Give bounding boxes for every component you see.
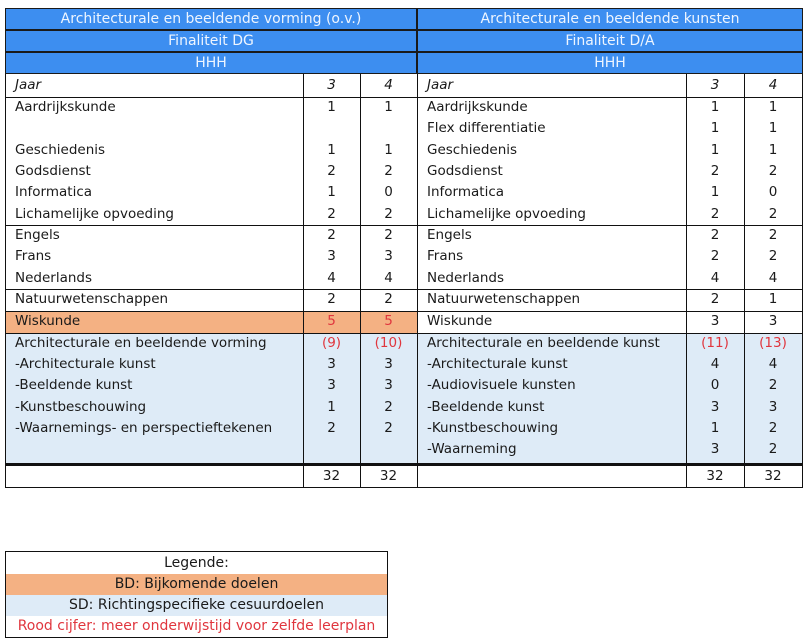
left-hours-y4: 1 (384, 141, 393, 158)
left-hours-y4: 2 (384, 420, 393, 437)
left-subject: -Beeldende kunst (15, 377, 133, 394)
right-header-title: Architecturale en beeldende kunsten (417, 8, 803, 30)
left-header-code: HHH (5, 52, 417, 74)
left-hours-y4: 2 (384, 205, 393, 222)
left-total-y3: 32 (322, 468, 341, 484)
right-hours-y3: 1 (710, 420, 720, 437)
left-subject: Godsdienst (15, 163, 91, 180)
right-hours-y4: 2 (768, 377, 778, 394)
left-hours-y4 (360, 118, 417, 139)
right-hours-y3: 3 (710, 398, 720, 415)
right-hours-y4: 4 (768, 269, 778, 286)
right-year-3: 3 (710, 77, 720, 93)
left-hours-y4: 3 (384, 248, 393, 265)
right-hours-y3: 3 (710, 441, 720, 458)
left-subject: Wiskunde (15, 313, 81, 330)
right-header-finality: Finaliteit D/A (417, 30, 803, 52)
left-hours-y4: 3 (384, 377, 393, 394)
h-rule (417, 289, 803, 290)
right-subject: -Beeldende kunst (427, 398, 545, 415)
right-subject: Frans (427, 248, 464, 265)
right-hours-y4: 2 (768, 248, 778, 265)
left-hours-y3: (9) (321, 334, 342, 351)
h-rule (417, 311, 803, 312)
right-subject: Natuurwetenschappen (427, 291, 581, 308)
left-year-3: 3 (327, 77, 336, 93)
left-subject: Geschiedenis (15, 141, 106, 158)
right-hours-y3: 1 (710, 184, 720, 201)
left-hours-y3: 3 (327, 377, 336, 394)
legend-sd: SD: Richtingspecifieke cesuurdoelen (6, 595, 387, 616)
legend-red: Rood cijfer: meer onderwijstijd voor zelfde leerplan (17, 618, 376, 634)
right-hours-y3: 2 (710, 248, 720, 265)
left-subject: Nederlands (15, 269, 93, 286)
left-hours-y3: 3 (327, 356, 336, 373)
v-rule (360, 74, 361, 488)
right-subject: Godsdienst (427, 163, 503, 180)
v-rule (303, 74, 304, 488)
right-hours-y3: 4 (710, 356, 720, 373)
right-subject: Aardrijkskunde (427, 99, 528, 116)
left-subject: Frans (15, 248, 52, 265)
right-subject: Nederlands (427, 269, 505, 286)
h-rule (417, 487, 803, 488)
v-rule (417, 74, 418, 488)
right-hours-y3: 2 (710, 163, 720, 180)
right-hours-y4: 1 (768, 141, 778, 158)
left-subject: Lichamelijke opvoeding (15, 205, 174, 222)
left-hours-y3: 1 (327, 184, 336, 201)
v-rule (5, 74, 6, 488)
right-hours-y3: 2 (710, 226, 720, 243)
h-rule (5, 333, 417, 334)
left-hours-y3 (303, 118, 360, 139)
v-rule (744, 74, 745, 488)
h-rule (5, 97, 417, 98)
left-year-4: 4 (384, 77, 393, 93)
left-subject: Architecturale en beeldende vorming (15, 334, 267, 351)
left-header-finality: Finaliteit DG (5, 30, 417, 52)
left-hours-y3: 2 (327, 163, 336, 180)
legend-bd: BD: Bijkomende doelen (6, 574, 387, 595)
right-hours-y3: 0 (710, 377, 720, 394)
right-hours-y4: 1 (768, 291, 778, 308)
left-hours-y4: 2 (384, 291, 393, 308)
left-hours-y3 (303, 439, 360, 460)
left-header-title: Architecturale en beeldende vorming (o.v.) (5, 8, 417, 30)
right-hours-y3: (11) (701, 334, 729, 351)
h-rule (417, 333, 803, 334)
right-subject: -Waarneming (427, 441, 517, 458)
left-hours-y4: 2 (384, 163, 393, 180)
right-subject: Geschiedenis (427, 141, 518, 158)
right-hours-y3: 3 (710, 313, 720, 330)
right-hours-y4: 0 (768, 184, 778, 201)
left-hours-y4: 2 (384, 398, 393, 415)
left-hours-y4 (360, 439, 417, 460)
right-subject: Wiskunde (427, 313, 493, 330)
left-subject: Informatica (15, 184, 93, 201)
right-hours-y4: 3 (768, 398, 778, 415)
left-hours-y4: 3 (384, 356, 393, 373)
left-hours-y3: 2 (327, 420, 336, 437)
left-hours-y3: 3 (327, 248, 336, 265)
right-year-label: Jaar (427, 77, 454, 93)
right-hours-y4: 2 (768, 420, 778, 437)
right-subject: Lichamelijke opvoeding (427, 205, 586, 222)
left-subject: -Kunstbeschouwing (15, 398, 147, 415)
right-subject: -Architecturale kunst (427, 356, 568, 373)
left-hours-y3: 1 (327, 141, 336, 158)
left-subject: Natuurwetenschappen (15, 291, 169, 308)
left-hours-y3: 5 (327, 313, 336, 330)
right-hours-y3: 2 (710, 291, 720, 308)
right-hours-y4: (13) (759, 334, 787, 351)
left-hours-y3: 2 (327, 291, 336, 308)
h-rule (417, 463, 803, 466)
right-hours-y4: 2 (768, 226, 778, 243)
right-total-y4: 32 (764, 468, 782, 484)
right-subject: -Kunstbeschouwing (427, 420, 559, 437)
legend (5, 551, 388, 638)
left-total-y4: 32 (379, 468, 398, 484)
left-hours-y3: 4 (327, 269, 336, 286)
right-total-y3: 32 (706, 468, 724, 484)
h-rule (5, 225, 417, 226)
h-rule (5, 311, 417, 312)
left-hours-y3: 2 (327, 205, 336, 222)
left-hours-y3: 1 (327, 99, 336, 116)
right-hours-y4: 4 (768, 356, 778, 373)
v-rule (686, 74, 687, 488)
left-hours-y4: (10) (374, 334, 403, 351)
left-hours-y4: 1 (384, 99, 393, 116)
left-hours-y4: 5 (384, 313, 393, 330)
right-hours-y4: 1 (768, 99, 778, 116)
h-rule (5, 463, 417, 466)
right-hours-y4: 3 (768, 313, 778, 330)
right-hours-y4: 1 (768, 120, 778, 137)
h-rule (417, 225, 803, 226)
h-rule (5, 289, 417, 290)
right-hours-y3: 4 (710, 269, 720, 286)
right-hours-y4: 2 (768, 163, 778, 180)
h-rule (417, 97, 803, 98)
left-subject: -Architecturale kunst (15, 356, 156, 373)
left-hours-y4: 4 (384, 269, 393, 286)
right-subject: Engels (427, 226, 472, 243)
left-subject: Engels (15, 226, 60, 243)
right-hours-y3: 1 (710, 120, 720, 137)
right-hours-y4: 2 (768, 205, 778, 222)
left-hours-y4: 0 (384, 184, 393, 201)
right-hours-y4: 2 (768, 441, 778, 458)
right-year-4: 4 (768, 77, 778, 93)
right-subject: Informatica (427, 184, 505, 201)
right-hours-y3: 1 (710, 141, 720, 158)
h-rule (5, 487, 417, 488)
right-subject: Architecturale en beeldende kunst (427, 334, 660, 351)
right-hours-y3: 2 (710, 205, 720, 222)
left-hours-y4: 2 (384, 226, 393, 243)
v-rule (802, 74, 803, 488)
right-subject: -Audiovisuele kunsten (427, 377, 576, 394)
right-hours-y3: 1 (710, 99, 720, 116)
legend-title: Legende: (164, 555, 229, 571)
left-hours-y3: 1 (327, 398, 336, 415)
left-subject: Aardrijkskunde (15, 99, 116, 116)
left-subject: -Waarnemings- en perspectieftekenen (15, 420, 273, 437)
left-year-label: Jaar (15, 77, 42, 93)
right-header-code: HHH (417, 52, 803, 74)
left-hours-y3: 2 (327, 226, 336, 243)
right-subject: Flex differentiatie (427, 120, 546, 137)
